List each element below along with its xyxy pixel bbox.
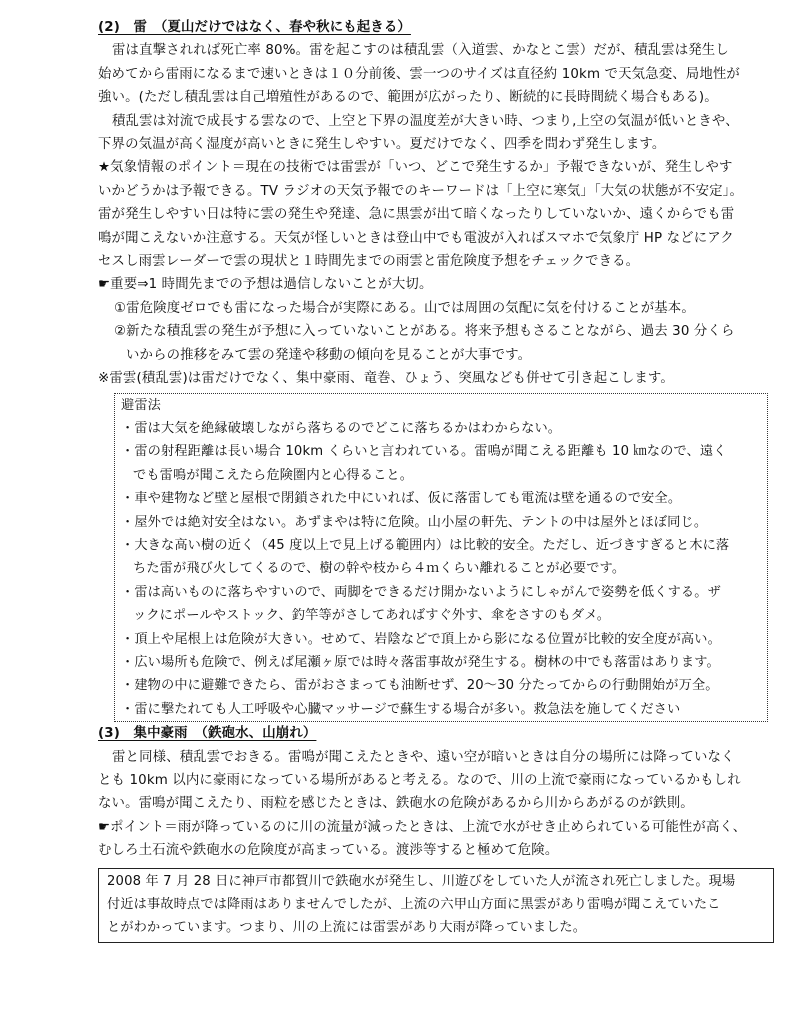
bullet-item: ・雷に撃たれても人工呼吸や心臓マッサージで蘇生する場合が多い。救急法を施してください	[121, 701, 681, 717]
bullet-item-continued: ックにポールやストック、釣竿等がさしてあればすぐ外す、傘をさすのもダメ。	[133, 608, 611, 624]
lightning-avoidance-box	[114, 393, 768, 723]
paragraph-line: 強い。(ただし積乱雲は自己増殖性があるので、範囲が広がったり、断続的に長時間続く場合もある)。	[98, 90, 718, 106]
bullet-item: ・大きな高い樹の近く（45 度以上で見上げる範囲内）は比較的安全。ただし、近づきすぎると木に落	[121, 537, 730, 553]
bullet-item: ・車や建物など壁と屋根で閉鎖された中にいれば、仮に落雷しても電流は壁を通るので安全。	[121, 491, 682, 507]
remark-line: ※雷雲(積乱雲)は雷だけでなく、集中豪雨、竜巻、ひょう、突風なども併せて引き起こします。	[98, 371, 674, 387]
incident-line: とがわかっています。つまり、川の上流には雷雲があり大雨が降っていました。	[107, 920, 587, 936]
point-line: むしろ土石流や鉄砲水の危険度が高まっている。渡渉等すると極めて危険。	[98, 843, 559, 859]
bullet-item: ・広い場所も危険で、例えば尾瀬ヶ原では時々落雷事故が発生する。樹林の中でも落雷はあります。	[121, 654, 720, 670]
lightning-avoidance-title: 避雷法	[121, 397, 162, 413]
star-point-line: 雷が発生しやすい日は特に雲の発生や発達、急に黒雲が出て暗くなったりしていないか、遠くからでも雷	[98, 207, 735, 223]
star-point-line: ★気象情報のポイント＝現在の技術では雷雲が「いつ、どこで発生するか」予報できないが、発生しやす	[98, 160, 733, 176]
bullet-item: ・雷の射程距離は長い場合 10km くらいと言われている。雷鳴が聞こえる距離も 10 ㎞なので、遠く	[121, 444, 727, 460]
incident-box	[98, 868, 774, 943]
paragraph-line: ない。雷鳴が聞こえたり、雨粒を感じたときは、鉄砲水の危険があるから川からあがるのが鉄則。	[98, 796, 694, 812]
important-note: ☛重要⇒1 時間先までの予想は過信しないことが大切。	[98, 277, 433, 293]
bullet-item: ・建物の中に避難できたら、雷がおさまっても油断せず、20〜30 分たってからの行動開始が万全。	[121, 678, 719, 694]
paragraph-line: 雷と同様、積乱雲でおきる。雷鳴が聞こえたときや、遠い空が暗いときは自分の場所には降っていなく	[112, 749, 735, 765]
note-item-1: ①雷危険度ゼロでも雷になった場合が実際にある。山では周囲の気配に気を付けることが基本。	[114, 300, 695, 316]
note-item-2: ②新たな積乱雲の発生が予想に入っていないことがある。将来予想もさることながら、過去 30 分くら	[114, 324, 735, 340]
star-point-line: 鳴が聞こえないか注意する。天気が怪しいときは登山中でも電波が入ればスマホで気象庁 HP などにアク	[98, 230, 734, 246]
bullet-item: ・頂上や尾根上は危険が大きい。せめて、岩陰などで頂上から影になる位置が比較的安全度が高い。	[121, 631, 721, 647]
bullet-item: ・雷は大気を絶縁破壊しながら落ちるのでどこに落ちるかはわからない。	[121, 420, 562, 436]
incident-line: 付近は事故時点では降雨はありませんでしたが、上流の六甲山方面に黒雲があり雷鳴が聞こえていたこ	[107, 897, 721, 913]
bullet-item: ・屋外では絶対安全はない。あずまやは特に危険。山小屋の軒先、テントの中は屋外とほぼ同じ。	[121, 514, 708, 530]
incident-line: 2008 年 7 月 28 日に神戸市都賀川で鉄砲水が発生し、川遊びをしていた人が流され死亡しました。現場	[107, 873, 736, 889]
section-2-heading: (2) 雷 （夏山だけではなく、春や秋にも起きる）	[98, 20, 411, 35]
paragraph-line: 積乱雲は対流で成長する雲なので、上空と下界の温度差が大きい時、つまり,上空の気温が低いときや、	[112, 113, 739, 129]
bullet-item-continued: でも雷鳴が聞こえたら危険圏内と心得ること。	[133, 467, 414, 483]
point-line: ☛ポイント＝雨が降っているのに川の流量が減ったときは、上流で水がせき止められている可能性が高く、	[98, 819, 747, 835]
star-point-line: セスし雨雲レーダーで雲の現状と１時間先までの雨雲と雷危険度予想をチェックできる。	[98, 254, 640, 270]
star-point-line: いかどうかは予報できる。TV ラジオの天気予報でのキーワードは「上空に寒気」「大気の状態が不安定」。	[98, 183, 744, 199]
section-3-heading: (3) 集中豪雨 （鉄砲水、山崩れ）	[98, 726, 317, 742]
paragraph-line: とも 10km 以内に豪雨になっている場所があると考える。なので、川の上流で豪雨になっているかもしれ	[98, 773, 741, 788]
bullet-item-continued: ちた雷が飛び火してくるので、樹の幹や枝から４ｍくらい離れることが必要です。	[133, 561, 626, 577]
paragraph-line: 雷は直撃されれば死亡率 80%。雷を起こすのは積乱雲（入道雲、かなとこ雲）だが、積乱雲は発生し	[112, 43, 729, 59]
bullet-item: ・雷は高いものに落ちやすいので、両脚をできるだけ開かないようにしゃがんで姿勢を低くする。ザ	[121, 584, 721, 600]
paragraph-line: 始めてから雷雨になるまで速いときは１０分前後、雲一つのサイズは直径約 10km で天気急変、局地性が	[98, 66, 740, 82]
paragraph-line: 下界の気温が高く湿度が高いときに発生しやすい。夏だけでなく、四季を問わず発生します。	[98, 137, 666, 153]
note-item-2-continued: いからの推移をみて雲の発達や移動の傾向を見ることが大事です。	[126, 347, 532, 363]
